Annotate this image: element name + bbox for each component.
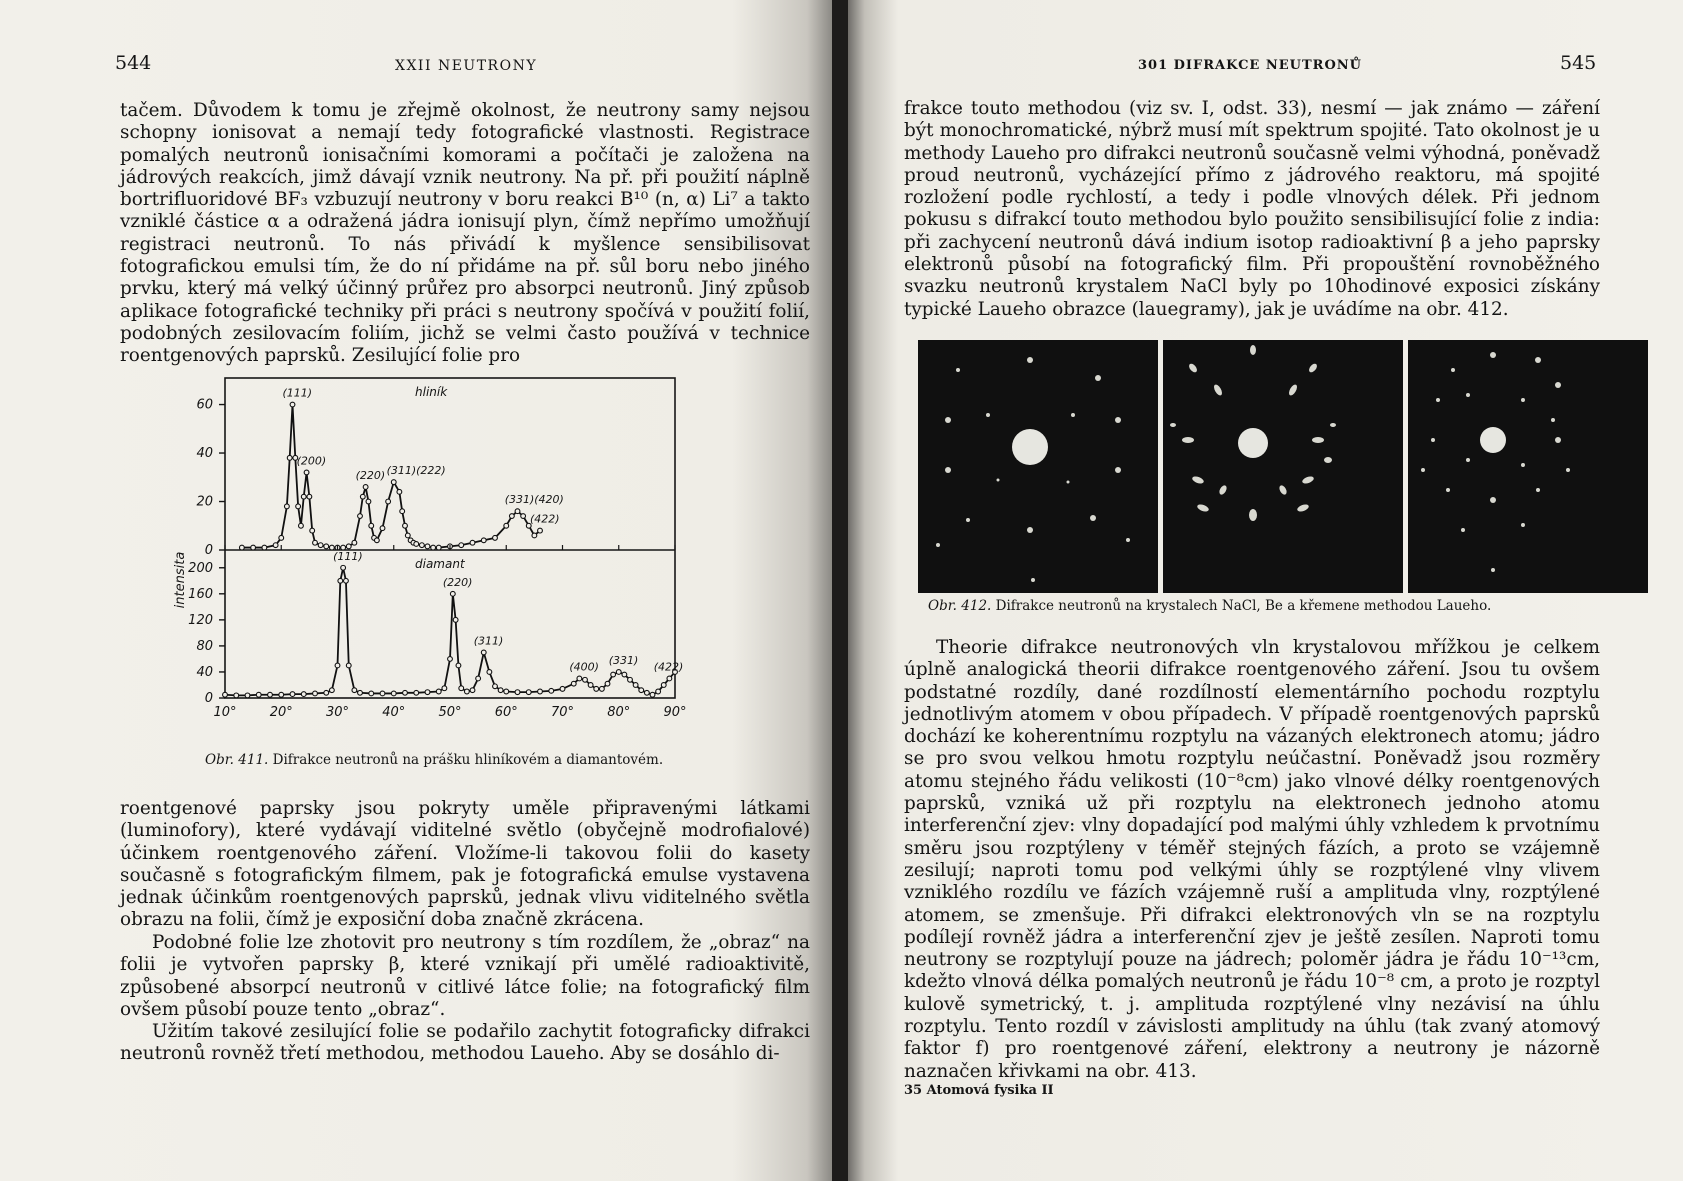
y-tick-label-diamant-120: 120 (188, 612, 213, 628)
peak-label-diamant-3: (400) (569, 660, 599, 674)
data-point-hliník-10 (299, 523, 304, 528)
y-axis-label: intensita (173, 551, 188, 609)
data-point-hliník-51 (515, 509, 520, 514)
data-point-diamant-55 (633, 683, 638, 688)
data-point-hliník-29 (374, 538, 379, 543)
x-tick-label-7: 80° (607, 705, 631, 720)
data-point-hliník-24 (360, 494, 365, 499)
data-point-diamant-35 (487, 670, 492, 675)
data-point-hliník-39 (414, 542, 419, 547)
data-point-diamant-15 (346, 663, 351, 668)
data-point-diamant-28 (453, 617, 458, 622)
data-point-diamant-19 (380, 691, 385, 696)
data-point-hliník-35 (403, 523, 408, 528)
panel-name-hliník: hliník (415, 385, 448, 399)
data-point-diamant-42 (549, 688, 554, 693)
data-point-diamant-9 (324, 690, 329, 695)
y-tick-label-hliník-20: 20 (196, 494, 213, 510)
powder-diffraction-chart (170, 368, 730, 748)
figure-411-caption-text: Difrakce neutronů na prášku hliníkovém a diamantovém. (272, 752, 664, 768)
peak-label-hliník-4: (331)(420) (504, 493, 564, 507)
page-footer: 35 Atomová fysika II (904, 1083, 1054, 1098)
peak-label-hliník-2: (220) (355, 468, 386, 482)
x-tick-label-3: 40° (382, 705, 406, 720)
data-point-diamant-11 (335, 663, 340, 668)
data-point-hliník-30 (380, 526, 385, 531)
data-point-hliník-21 (346, 544, 351, 549)
data-point-diamant-44 (571, 681, 576, 686)
data-point-diamant-1 (234, 693, 239, 698)
right-paragraph-1: frakce touto methodou (viz sv. I, odst. 33), nesmí — jak známo — záření být monochromatické, nýbrž musí mít spektrum spojité. Tato okolnost je u methody Laueho pro difrakci neutronů současně velmi výhodná, poněvadž proud neutronů, vycházející přímo z jádrového reaktoru, má spojité rozložení podle rychlostí, a tedy i podle vlnových délek. Při jednom pokusu s difrakcí touto methodou bylo použito sensibilisující folie z india: při zachycení neutronů dává indium isotop radioaktivní β a jeho paprsky elektronů působí na fotografický film. Při propouštění rovnoběžného svazku neutronů krystalem NaCl byly po 10hodinové exposici získány typické Laueho obrazce (lauegramy), jak je uvádíme na obr. 412. (904, 98, 1600, 320)
x-tick-label-4: 50° (438, 705, 462, 720)
data-point-diamant-53 (622, 672, 627, 677)
data-point-hliník-14 (310, 528, 315, 533)
data-point-diamant-43 (560, 686, 565, 691)
data-point-diamant-24 (436, 689, 441, 694)
data-point-diamant-8 (313, 691, 318, 696)
data-point-hliník-25 (363, 485, 368, 490)
data-point-diamant-16 (352, 688, 357, 693)
book-gutter (832, 0, 848, 1181)
data-point-diamant-57 (644, 690, 649, 695)
data-point-diamant-45 (577, 676, 582, 681)
data-point-hliník-0 (239, 545, 244, 550)
left-running-head: XXII NEUTRONY (395, 58, 538, 74)
left-paragraph-1: tačem. Důvodem k tomu je zřejmě okolnost, že neutrony samy nejsou schopny ionisovat a nemají tedy fotografické vlastnosti. Registrace pomalých neutronů ionisačními komorami a počítači je založena na jádrových reakcích, jimž dávají vznik neutrony. Na př. při použití náplně bortrifluoridové BF₃ vzbuzují neutrony v boru reakci B¹⁰ (n, α) Li⁷ a takto vzniklé částice α a odražená jádra ionisují plyn, čímž nepřímo umožňují registraci neutronů. To nás přivádí k myšlence sensibilisovat fotografickou emulsi tím, že do ní přidáme na př. sůl boru nebo jiného prvku, který má velký účinný průřez pro absorpci neutronů. Jiný způsob aplikace fotografické techniky při práci s neutrony spočívá v použití folií, podobných zesilovacím foliím, jichž se velmi často používá v technice roentgenových paprsků. Zesilující folie pro (120, 100, 810, 367)
data-point-hliník-26 (366, 499, 371, 504)
data-point-diamant-14 (344, 578, 349, 583)
data-point-hliník-36 (405, 533, 410, 538)
data-point-hliník-43 (436, 545, 441, 550)
panel-name-diamant: diamant (415, 557, 465, 571)
data-point-hliník-3 (273, 543, 278, 548)
data-point-diamant-6 (290, 692, 295, 697)
data-point-diamant-4 (268, 692, 273, 697)
data-point-diamant-12 (338, 578, 343, 583)
x-tick-label-6: 70° (550, 705, 575, 720)
data-point-hliník-15 (313, 540, 318, 545)
y-tick-label-diamant-80: 80 (196, 638, 213, 654)
data-point-diamant-0 (223, 692, 228, 697)
data-point-hliník-27 (369, 523, 374, 528)
peak-label-hliník-0: (111) (282, 386, 313, 400)
x-tick-label-8: 90° (663, 705, 687, 720)
right-page-number: 545 (1560, 52, 1597, 74)
data-point-hliník-9 (296, 504, 301, 509)
data-point-diamant-60 (661, 683, 666, 688)
data-point-hliník-11 (301, 494, 306, 499)
peak-label-hliník-5: (422) (530, 512, 560, 526)
data-point-diamant-32 (470, 688, 475, 693)
figure-412-caption (928, 598, 1491, 614)
data-point-hliník-47 (481, 538, 486, 543)
data-point-diamant-61 (667, 676, 672, 681)
data-point-hliník-34 (400, 509, 405, 514)
data-point-diamant-37 (498, 688, 503, 693)
peak-label-diamant-0: (111) (333, 549, 363, 563)
data-point-hliník-49 (504, 523, 509, 528)
y-tick-label-hliník-0: 0 (204, 543, 213, 558)
data-point-diamant-17 (358, 690, 363, 695)
data-point-hliník-23 (358, 514, 363, 519)
data-point-hliník-7 (290, 402, 295, 407)
data-point-hliník-32 (391, 480, 396, 485)
x-tick-label-0: 10° (213, 705, 237, 720)
data-point-diamant-10 (329, 688, 334, 693)
data-point-diamant-21 (403, 690, 408, 695)
data-point-diamant-31 (464, 689, 469, 694)
data-point-diamant-58 (650, 692, 655, 697)
y-tick-label-diamant-160: 160 (188, 586, 213, 602)
y-tick-label-diamant-40: 40 (196, 664, 213, 680)
left-paragraph-4: Užitím takové zesilující folie se podařilo zachytit fotograficky difrakci neutronů rovněž třetí methodou, methodou Laueho. Aby se dosáhlo di- (120, 1021, 810, 1065)
data-point-diamant-41 (538, 689, 543, 694)
y-tick-label-hliník-60: 60 (196, 397, 213, 413)
data-point-diamant-22 (414, 690, 419, 695)
data-point-diamant-54 (628, 677, 633, 682)
laue-photo-quartz (1408, 340, 1648, 593)
data-point-diamant-20 (391, 691, 396, 696)
data-point-diamant-38 (504, 689, 509, 694)
data-point-diamant-39 (515, 690, 520, 695)
data-point-diamant-48 (594, 686, 599, 691)
data-point-hliník-52 (521, 514, 526, 519)
data-point-diamant-13 (341, 565, 346, 570)
laue-photo-nacl (918, 340, 1158, 593)
data-point-hliník-45 (459, 543, 464, 548)
x-tick-label-2: 30° (325, 705, 350, 720)
y-tick-label-diamant-0: 0 (204, 691, 213, 706)
y-tick-label-diamant-200: 200 (188, 560, 213, 576)
figure-412-caption-text: Difrakce neutronů na krystalech NaCl, Be a křemene methodou Laueho. (995, 598, 1492, 614)
figure-412-photos (918, 340, 1648, 593)
data-point-hliník-2 (262, 545, 267, 550)
data-point-hliník-42 (431, 545, 436, 550)
data-point-diamant-47 (588, 683, 593, 688)
data-point-diamant-29 (456, 663, 461, 668)
data-point-hliník-22 (352, 540, 357, 545)
left-paragraph-2: roentgenové paprsky jsou pokryty uměle připravenými látkami (luminofory), které vydávají viditelné světlo (obyčejně modrofialové) účinkem roentgenového záření. Vložíme-li takovou folii do kasety současně s fotografickým filmem, pak je fotografická emulse vystavena jednak účinkům roentgenových paprsků, jednak vlivu viditelného světla obrazu na folii, čímž je exposiční doba značně zkrácena. (120, 798, 810, 931)
left-page-number: 544 (115, 52, 152, 74)
peak-label-diamant-5: (422) (653, 660, 684, 674)
data-point-diamant-50 (605, 681, 610, 686)
left-page (0, 0, 832, 1181)
data-point-diamant-2 (245, 693, 250, 698)
peak-label-hliník-3: (311)(222) (386, 464, 446, 478)
data-point-hliník-1 (251, 545, 256, 550)
data-point-diamant-27 (450, 591, 455, 596)
data-point-diamant-18 (369, 691, 374, 696)
data-point-diamant-3 (256, 692, 261, 697)
data-point-diamant-25 (442, 686, 447, 691)
peak-label-diamant-1: (220) (442, 575, 473, 589)
right-running-head: 301 DIFRAKCE NEUTRONŮ (1138, 58, 1363, 73)
data-point-diamant-33 (476, 676, 481, 681)
data-point-hliník-5 (284, 504, 289, 509)
data-point-hliník-50 (509, 514, 514, 519)
peak-label-diamant-4: (331) (608, 653, 639, 667)
figure-412-caption-label: Obr. 412. (928, 598, 992, 614)
data-point-diamant-56 (639, 688, 644, 693)
data-point-diamant-46 (583, 677, 588, 682)
data-point-hliník-17 (324, 544, 329, 549)
data-point-hliník-6 (287, 455, 292, 460)
data-point-diamant-49 (599, 686, 604, 691)
data-point-diamant-40 (526, 690, 531, 695)
data-point-diamant-23 (425, 690, 430, 695)
x-tick-label-5: 60° (494, 705, 518, 720)
x-tick-label-1: 20° (269, 705, 293, 720)
right-page (848, 0, 1683, 1181)
data-point-hliník-13 (307, 494, 312, 499)
data-point-diamant-5 (279, 692, 284, 697)
data-point-diamant-36 (493, 684, 498, 689)
data-point-diamant-59 (656, 689, 661, 694)
peak-label-diamant-2: (311) (473, 634, 504, 648)
data-point-diamant-30 (459, 686, 464, 691)
data-point-diamant-7 (301, 692, 306, 697)
data-point-hliník-4 (279, 535, 284, 540)
data-point-hliník-40 (419, 543, 424, 548)
right-paragraph-2: Theorie difrakce neutronových vln krystalovou mřížkou je celkem úplně analogická theorii difrakce roentgenového záření. Jsou tu ovšem podstatné rozdíly, dané rozdílností elementárního pochodu rozptylu jednotlivým atomem v obou případech. V případě roentgenových paprsků dochází ke koherentnímu rozptylu na vázaných elektronech atomu; jádro se pro svou velkou hmotu rozptylu neúčastní. Poněvadž jsou rozměry atomu stejného řádu velikosti (10⁻⁸cm) jako vlnové délky roentgenových paprsků, vzniká už při rozptylu na elektronech jednoho atomu interferenční zjev: vlny dopadající pod malými úhly vzhledem k prvotnímu směru jsou rozptýleny v téměř stejných fázích, a proto se vzájemně zesilují; naproti tomu pod velkými úhly se rozptýlené vlny vlivem vzniklého rozdílu ve fázích vzájemně ruší a amplituda vlny, rozptýlené atomem, se zmenšuje. Při difrakci elektronových vln se na rozptylu podílejí rovněž jádra a interferenční zjev je ještě zesílen. Naproti tomu neutrony se rozptylují pouze na jádrech; poloměr jádra je řádu 10⁻¹³cm, kdežto vlnová délka pomalých neutronů je řádu 10⁻⁸ cm, a proto je rozptyl kulově symetrický, t. j. amplituda rozptýlené vlny nezávisí na úhlu rozptylu. Tento rozdíl v závislosti amplitudy na úhlu (tak zvaný atomový faktor f) pro roentgenové záření, elektrony a neutrony je názorně naznačen křivkami na obr. 413. (904, 637, 1600, 1082)
data-point-hliník-31 (386, 499, 391, 504)
data-point-hliník-33 (397, 489, 402, 494)
left-paragraph-3: Podobné folie lze zhotovit pro neutrony s tím rozdílem, že „obraz“ na folii je vytvořen paprsky β, které vznikají při umělé radioaktivitě, způsobené absorpcí neutronů v citlivé látce folie; na fotografický film ovšem působí pouze tento „obraz“. (120, 932, 810, 1020)
data-point-diamant-26 (448, 657, 453, 662)
data-point-hliník-16 (318, 543, 323, 548)
laue-photo-be (1163, 340, 1403, 593)
data-point-diamant-52 (616, 670, 621, 675)
figure-411-caption (205, 752, 663, 768)
figure-411 (170, 368, 730, 748)
data-point-hliník-12 (304, 470, 309, 475)
y-tick-label-hliník-40: 40 (196, 446, 213, 462)
figure-411-caption-label: Obr. 411. (205, 752, 269, 768)
data-point-hliník-48 (493, 535, 498, 540)
data-point-hliník-55 (538, 528, 543, 533)
data-point-hliník-54 (532, 533, 537, 538)
data-point-hliník-41 (425, 544, 430, 549)
data-point-diamant-34 (481, 650, 486, 655)
peak-label-hliník-1: (200) (296, 454, 327, 468)
data-point-diamant-51 (611, 672, 616, 677)
data-point-hliník-46 (470, 540, 475, 545)
